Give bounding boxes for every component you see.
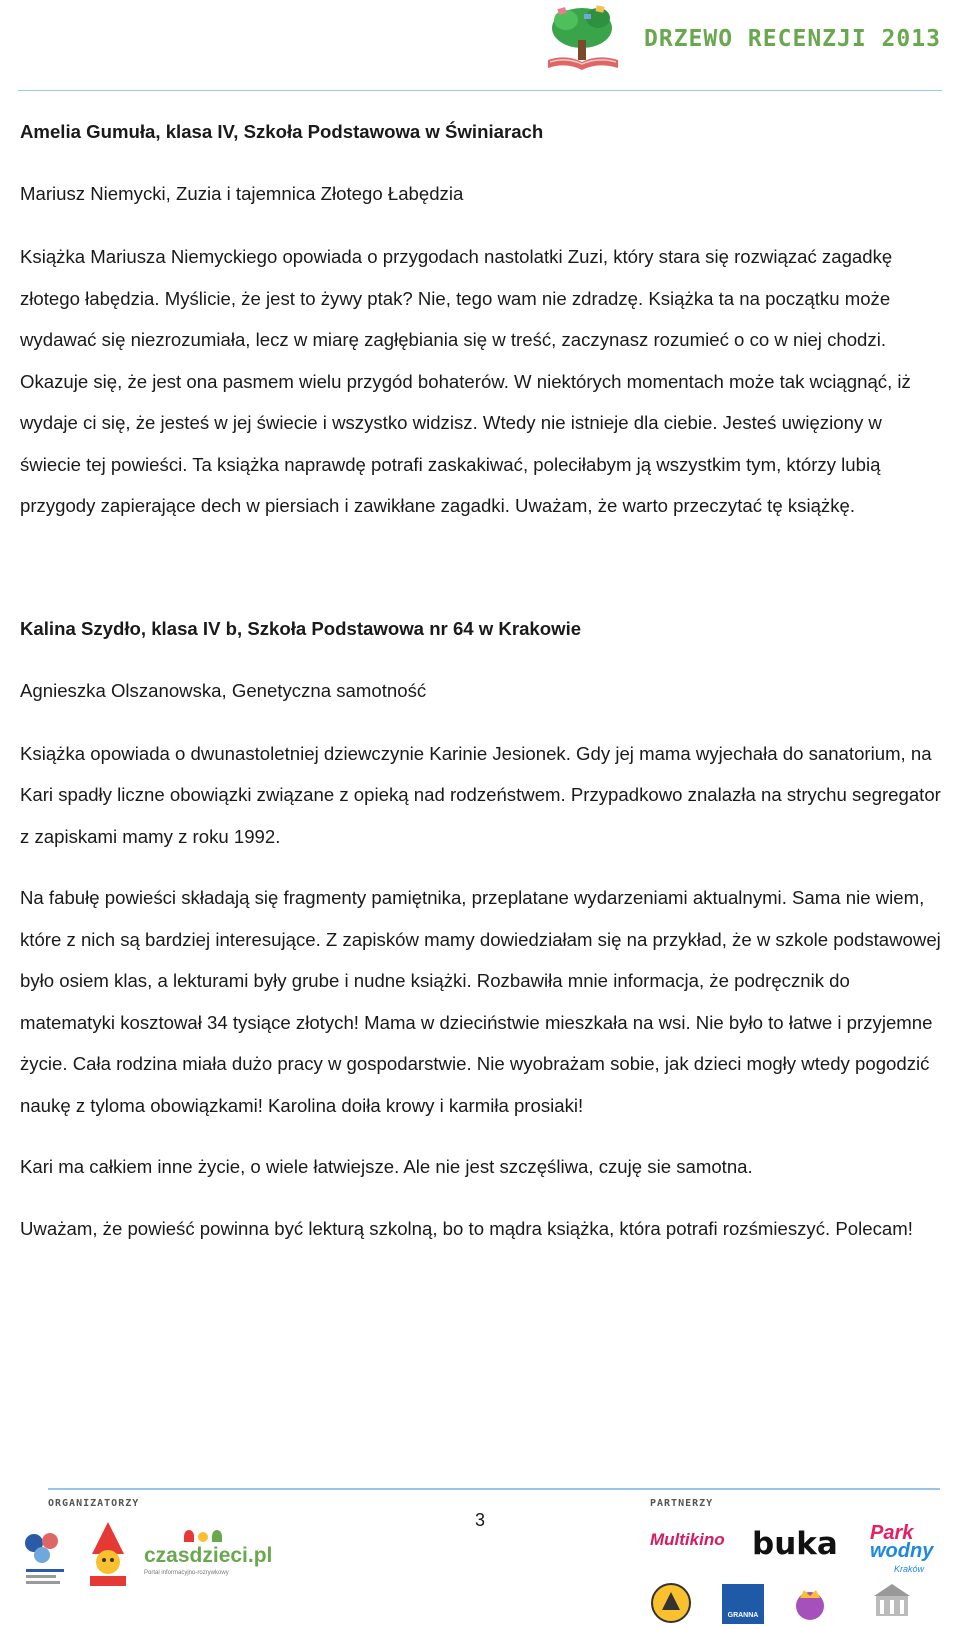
review-paragraph: Uważam, że powieść powinna być lekturą szkolną, bo to mądra książka, która potrafi rozśmieszyć. Polecam!	[20, 1217, 913, 1239]
header-divider	[18, 90, 942, 91]
review	[20, 112, 945, 527]
tree-book-logo	[540, 2, 626, 74]
granna-logo	[722, 1584, 764, 1624]
review-author: Amelia Gumuła, klasa IV, Szkoła Podstawowa w Świniarach	[20, 121, 544, 142]
buka-logo: buka	[752, 1526, 838, 1562]
review-paragraph: Kari ma całkiem inne życie, o wiele łatwiejsze. Ale nie jest szczęśliwa, czuję sie samotna.	[20, 1156, 753, 1177]
review-paragraph: Książka Mariusza Niemyckiego opowiada o przygodach nastolatki Zuzi, który stara się rozwiązać zagadkę złotego łabędzia. Myślicie, że jest to żywy ptak? Nie, tego wam nie zdradzę. Książka ta na początku może wydawać się niezrozumiała, lecz w miarę zagłębiania się w treść, zaczynasz rozumieć o co w niej chodzi. Okazuje się, że jest ona pasmem wielu przygód bohaterów. W niektórych momentach może tak wciągnąć, iż wydaje ci się, że jesteś w jej świecie i wszystko widzisz. Wtedy nie istnieje dla ciebie. Jesteś uwięziony w świecie tej powieści. Ta książka naprawdę potrafi zaskakiwać, poleciłabym ją wszystkim tym, którzy lubią przygody zapierające dech w piersiach i zawikłane zagadki. Uważam, że warto przeczytać tę książkę.	[20, 246, 911, 516]
czasdzieci-logo	[144, 1530, 273, 1580]
review	[20, 609, 945, 1250]
czasdzieci-tagline: Portal informacyjno-rozrywkowy	[144, 1570, 229, 1576]
museum-logo	[872, 1582, 912, 1624]
page-header	[0, 0, 960, 90]
review-book-title: Mariusz Niemycki, Zuzia i tajemnica Złotego Łabędzia	[20, 183, 464, 204]
organizers-label: ORGANIZATORZY	[48, 1498, 140, 1509]
footer-divider	[48, 1488, 940, 1490]
review-paragraph: Książka opowiada o dwunastoletniej dziewczynie Karinie Jesionek. Gdy jej mama wyjechała do sanatorium, na Kari spadły liczne obowiązki związane z opieką nad rodzeństwem. Przypadkowo znalazła na strychu segregator z zapiskami mamy z roku 1992.	[20, 742, 941, 847]
partner-crown-icon	[790, 1584, 830, 1624]
park-wodny-city: Kraków	[894, 1564, 925, 1574]
granna-text: GRANNA	[727, 1612, 759, 1619]
multikino-logo: Multikino	[650, 1530, 725, 1549]
review-author: Kalina Szydło, klasa IV b, Szkoła Podstawowa nr 64 w Krakowie	[20, 617, 582, 639]
review-book-title: Agnieszka Olszanowska, Genetyczna samotność	[20, 679, 427, 701]
park-wodny-text: Park	[870, 1522, 914, 1544]
park-wodny-text: wodny	[870, 1540, 934, 1562]
partners-label: PARTNERZY	[650, 1498, 714, 1509]
page-number: 3	[474, 1510, 485, 1530]
skrzat-logo	[84, 1520, 132, 1592]
partner-badge-icon	[650, 1582, 692, 1624]
library-logo	[20, 1525, 70, 1591]
park-wodny-logo	[866, 1522, 952, 1582]
czasdzieci-text: czasdzieci.pl	[144, 1544, 273, 1567]
brand-title: DRZEWO RECENZJI 2013	[644, 26, 941, 52]
review-paragraph: Na fabułę powieści składają się fragmenty pamiętnika, przeplatane wydarzeniami aktualnymi. Sama nie wiem, które z nich są bardziej interesujące. Z zapisków mamy dowiedziałam się na przykład, że w szkole podstawowej było osiem klas, a lekturami były grube i nudne książki. Rozbawiła mnie informacja, że podręcznik do matematyki kosztował 34 tysiące złotych! Mama w dzieciństwie mieszkała na wsi. Nie było to łatwe i przyjemne życie. Cała rodzina miała dużo pracy w gospodarstwie. Nie wyobrażam sobie, jak dzieci mogły wtedy pogodzić naukę z tyloma obowiązkami! Karolina doiła krowy i karmiła prosiaki!	[20, 887, 941, 1116]
page-content	[20, 112, 945, 1249]
